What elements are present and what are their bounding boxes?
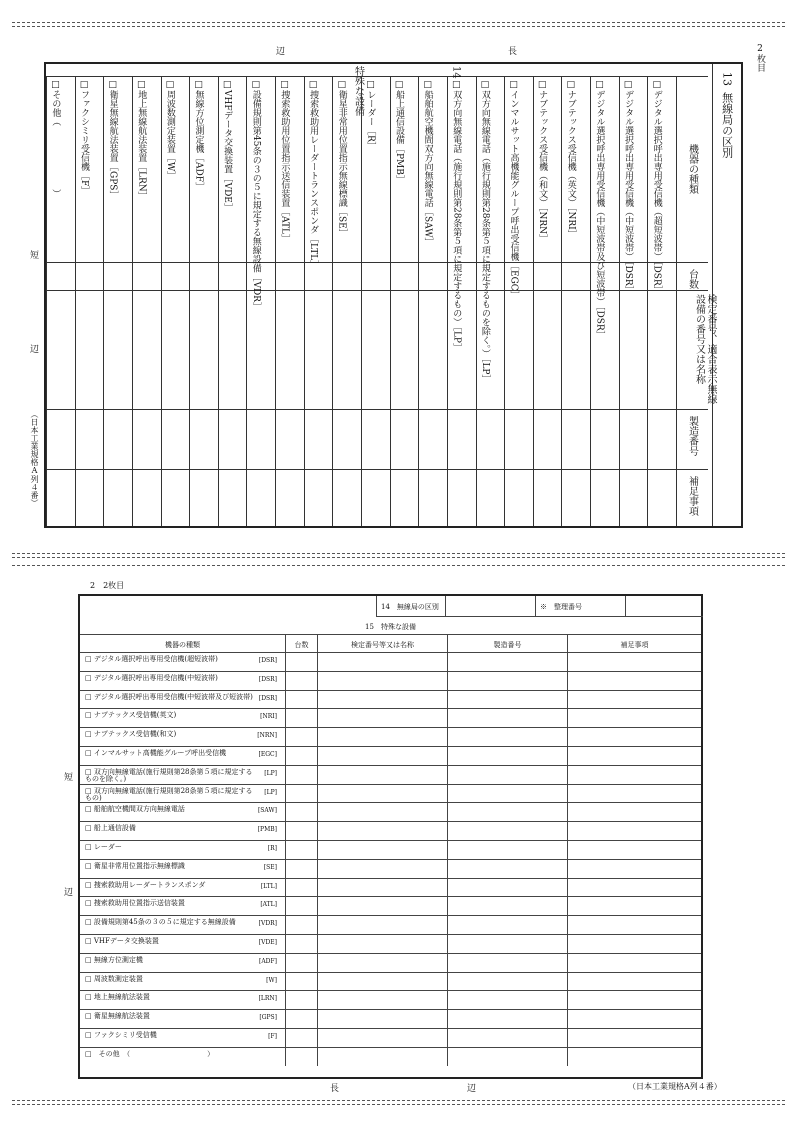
table-row (80, 972, 701, 991)
equipment-code: [DSR] (258, 694, 277, 702)
upper-item-name: 周波数測定装置 (164, 90, 175, 153)
equipment-code: [NRN] (257, 732, 277, 740)
cert-field[interactable] (317, 691, 447, 709)
cert-field[interactable] (317, 728, 447, 746)
divider-mid-3 (12, 565, 785, 566)
upper-col-divider (132, 76, 133, 526)
table-row (80, 878, 701, 897)
equipment-name[interactable]: □ デジタル選択呼出専用受信機(超短波帯) (85, 655, 218, 663)
serial-field[interactable] (447, 991, 567, 1009)
serial-field[interactable] (447, 803, 567, 821)
upper-col-divider (218, 76, 219, 526)
edge-label-edge-lower: 辺 (64, 888, 74, 898)
upper-item-name: 衛星無線航法装置 (107, 90, 118, 162)
upper-col-divider (561, 76, 562, 526)
equipment-code: [ADF] (259, 957, 277, 965)
equipment-name[interactable]: □ VHFデータ交換装置 (85, 937, 159, 945)
equipment-name[interactable]: □ 双方向無線電話(施行規則第28条第５項に規定するものを除く。) (85, 767, 253, 784)
cert-field[interactable] (317, 897, 447, 915)
upper-item-code: ［DSR］ (623, 261, 634, 295)
upper-item-name: 無線方位測定機 (193, 90, 204, 153)
upper-item-name: デジタル選択呼出専用受信機 (651, 90, 662, 207)
notes-field[interactable] (567, 822, 701, 840)
equipment-name[interactable]: □ デジタル選択呼出専用受信機(中短波帯) (85, 673, 218, 682)
notes-field[interactable] (567, 709, 701, 727)
notes-field[interactable] (567, 916, 701, 934)
edge-label-edge-lower-2: 辺 (467, 1084, 477, 1094)
equipment-name[interactable]: □ 衛星無線航法装置 (85, 1012, 150, 1021)
table-row (80, 690, 701, 709)
cert-field[interactable] (317, 860, 447, 878)
upper-col-divider (189, 76, 190, 526)
upper-item[interactable]: □デジタル選択呼出専用受信機（超短波帯）［DSR］ (651, 80, 662, 295)
serial-field[interactable] (447, 860, 567, 878)
divider-bottom (12, 1100, 785, 1101)
equipment-code: [NRI] (260, 713, 277, 721)
equipment-code: [VDR] (258, 920, 277, 928)
upper-item-name: ファクシミリ受信機 (78, 90, 89, 171)
equipment-name[interactable]: □ 船舶航空機間双方向無線電話 (85, 805, 185, 814)
upper-item-sub: （超短波帯） (651, 207, 662, 261)
lower-col-serial: 製造番号 (493, 641, 522, 649)
count-field[interactable] (285, 691, 317, 709)
equipment-code: [SE] (263, 863, 277, 871)
standard-label-lower: （日本工業規格A列４番） (628, 1082, 722, 1091)
serial-field[interactable] (447, 747, 567, 765)
upper-item-name: デジタル選択呼出専用受信機 (594, 90, 605, 207)
table-row (80, 671, 701, 690)
equipment-code: [LTL] (260, 882, 277, 890)
equipment-code: [EGC] (258, 751, 277, 758)
upper-item-code: ［VDR］ (250, 272, 261, 311)
cert-field[interactable] (317, 1048, 447, 1066)
serial-field[interactable] (447, 897, 567, 915)
upper-col-cert: 検定番号、適合表示無線設備の番号又は名称 (693, 294, 716, 404)
upper-item-name: 双方向無線電話 (451, 90, 462, 153)
edge-label-short: 短 (30, 251, 40, 261)
table-row (80, 821, 701, 840)
header-strip (376, 596, 703, 617)
serial-field[interactable] (447, 653, 567, 671)
cert-field[interactable] (317, 709, 447, 727)
station-class-field[interactable] (445, 596, 536, 616)
reg-number-label: ※ 整理番号 (540, 603, 582, 611)
cert-field[interactable] (317, 672, 447, 690)
upper-item-name: ナブテックス受信機（和文） (537, 90, 548, 207)
upper-item-code: ［LP］ (451, 326, 462, 352)
upper-item[interactable]: □設備規則第45条の３の５に規定する無線設備［VDR］ (250, 80, 261, 311)
upper-col-divider (332, 76, 333, 526)
upper-item-name: 双方向無線電話 (479, 90, 490, 153)
count-field[interactable] (285, 1010, 317, 1028)
edge-label-edge-2: 辺 (30, 345, 40, 355)
serial-field[interactable] (447, 691, 567, 709)
equipment-name[interactable]: □ 捜索救助用レーダートランスポンダ (85, 880, 206, 889)
upper-item-code: ［VDE］ (222, 173, 233, 212)
upper-col-divider (504, 76, 505, 526)
lower-col-type: 機器の種類 (165, 641, 200, 649)
equipment-code: [LP] (264, 788, 277, 796)
upper-item-name: 地上無線航法装置 (136, 90, 147, 162)
serial-field[interactable] (447, 973, 567, 991)
upper-item-code: ［ADF］ (193, 153, 204, 191)
upper-item-name: 捜索救助用位置指示送信装置 (279, 90, 290, 207)
equipment-code: [VDE] (258, 939, 277, 946)
upper-item[interactable]: □衛星無線航法装置［GPS］ (107, 80, 118, 200)
section-title-lower: 15 特殊な設備 (365, 623, 416, 631)
reg-number-field[interactable] (625, 596, 703, 616)
lower-col-count: 台数 (294, 641, 309, 649)
serial-field[interactable] (447, 1010, 567, 1028)
equipment-name[interactable]: □ 船上通信設備 (85, 824, 136, 833)
upper-col-divider (533, 76, 534, 526)
upper-item[interactable]: □地上無線航法装置［LRN］ (136, 80, 147, 201)
count-field[interactable] (285, 822, 317, 840)
cert-field[interactable] (317, 803, 447, 821)
count-field[interactable] (285, 841, 317, 859)
upper-item-sub: （施行規則第28条第５項に規定するものを除く。） (479, 153, 490, 358)
cert-field[interactable] (317, 991, 447, 1009)
cert-field[interactable] (317, 766, 447, 784)
notes-field[interactable] (567, 1010, 701, 1028)
table-row (80, 746, 701, 765)
count-field[interactable] (285, 954, 317, 972)
divider-mid-2 (12, 557, 785, 558)
count-field[interactable] (285, 860, 317, 878)
cert-field[interactable] (317, 973, 447, 991)
count-field[interactable] (285, 897, 317, 915)
table-row (80, 784, 701, 803)
upper-col-divider (647, 76, 648, 526)
upper-col-divider (304, 76, 305, 526)
equipment-code: [F] (268, 1033, 277, 1040)
table-row (80, 652, 701, 671)
count-field[interactable] (285, 1029, 317, 1047)
upper-col-notes: 補足事項 (686, 476, 698, 516)
notes-field[interactable] (567, 1029, 701, 1047)
upper-item-sub: （施行規則第28条第５項に規定するもの） (451, 153, 462, 327)
equipment-name[interactable]: □ その他 （ ） (85, 1049, 215, 1058)
serial-field[interactable] (447, 672, 567, 690)
notes-field[interactable] (567, 728, 701, 746)
table-row (80, 727, 701, 746)
station-class-label: 無線局の区別 (720, 92, 734, 158)
upper-item-name: VHFデータ交換装置 (222, 90, 233, 174)
edge-label-short-lower: 短 (64, 773, 74, 783)
equipment-name[interactable]: □ 捜索救助用位置指示送信装置 (85, 899, 185, 908)
serial-field[interactable] (447, 766, 567, 784)
count-field[interactable] (285, 879, 317, 897)
page-label-lower: 2 2枚目 (90, 581, 125, 590)
station-class-lower: 14 無線局の区別 (381, 603, 439, 611)
cert-field[interactable] (317, 841, 447, 859)
upper-item-code: ［DSR］ (651, 261, 662, 295)
count-field[interactable] (285, 709, 317, 727)
table-row (80, 934, 701, 953)
upper-item-name: 捜索救助用レーダートランスポンダ (308, 90, 319, 234)
cert-field[interactable] (317, 1010, 447, 1028)
equipment-name[interactable]: □ 無線方位測定機 (85, 955, 143, 964)
upper-item-code: ［NRN］ (537, 207, 548, 244)
table-row (80, 802, 701, 821)
table-row (80, 953, 701, 972)
count-field[interactable] (285, 991, 317, 1009)
upper-item-code: ［ATL］ (279, 207, 290, 243)
upper-col-divider (361, 76, 362, 526)
upper-item[interactable]: □インマルサット高機能グループ呼出受信機［EGC］ (508, 80, 519, 300)
section-14-label: 特殊な設備 (352, 66, 364, 116)
table-row (80, 1009, 701, 1028)
cert-field[interactable] (317, 916, 447, 934)
notes-field[interactable] (567, 973, 701, 991)
upper-item-code: ［EGC］ (508, 261, 519, 300)
standard-label-upper: （日本工業規格A列４番） (30, 410, 39, 507)
equipment-code: [SAW] (257, 807, 277, 815)
notes-field[interactable] (567, 691, 701, 709)
serial-field[interactable] (447, 1048, 567, 1066)
table-row (80, 1047, 701, 1066)
upper-item[interactable]: □レーダー［R］ (365, 80, 376, 151)
equipment-code: [PMB] (257, 826, 277, 834)
serial-field[interactable] (447, 954, 567, 972)
notes-field[interactable] (567, 897, 701, 915)
lower-col-cert: 検定番号等又は名称 (351, 641, 414, 649)
count-field[interactable] (285, 803, 317, 821)
upper-item-code: ［DSR］ (594, 306, 605, 340)
equipment-code: [DSR] (258, 675, 277, 683)
upper-item-code: ［F］ (78, 171, 89, 196)
upper-item[interactable]: □ファクシミリ受信機［F］ (78, 80, 89, 196)
upper-item-name: その他 (50, 90, 61, 117)
divider-bottom-2 (12, 1104, 785, 1105)
upper-item-name: 設備規則第45条の３の５に規定する無線設備 (250, 90, 261, 273)
notes-field[interactable] (567, 954, 701, 972)
upper-form (44, 62, 743, 528)
upper-item-code: ［LRN］ (136, 162, 147, 201)
cert-field[interactable] (317, 785, 447, 803)
equipment-code: [GPS] (259, 1014, 277, 1022)
upper-item[interactable]: □双方向無線電話（施行規則第28条第５項に規定するもの）［LP］ (451, 80, 462, 352)
count-field[interactable] (285, 672, 317, 690)
upper-item-name: 船上通信設備 (393, 90, 404, 144)
count-field[interactable] (285, 766, 317, 784)
notes-field[interactable] (567, 672, 701, 690)
upper-item[interactable]: □周波数測定装置［W］ (164, 80, 175, 181)
table-header-row (80, 634, 701, 652)
upper-item-name: インマルサット高機能グループ呼出受信機 (508, 90, 519, 261)
equipment-name[interactable]: □ ナブテックス受信機(和文) (85, 730, 177, 739)
upper-item[interactable]: □その他（ ） (50, 80, 61, 198)
upper-col-divider (390, 76, 391, 526)
table-row (80, 859, 701, 878)
cert-field[interactable] (317, 747, 447, 765)
count-field[interactable] (285, 653, 317, 671)
edge-label-long: 長 (508, 47, 518, 57)
upper-col-divider (103, 76, 104, 526)
count-field[interactable] (285, 785, 317, 803)
notes-field[interactable] (567, 1048, 701, 1066)
divider-mid (12, 553, 785, 554)
cert-field[interactable] (317, 879, 447, 897)
equipment-name[interactable]: □ レーダー (85, 843, 122, 851)
equipment-code: [DSR] (258, 657, 277, 664)
equipment-name[interactable]: □ 双方向無線電話(施行規則第28条第５項に規定するもの) (85, 786, 253, 802)
cert-field[interactable] (317, 653, 447, 671)
serial-field[interactable] (447, 879, 567, 897)
table-row (80, 915, 701, 934)
equipment-name[interactable]: □ 設備規則第45条の３の５に規定する無線設備 (85, 918, 236, 927)
upper-item[interactable]: □双方向無線電話（施行規則第28条第５項に規定するものを除く。）［LP］ (479, 80, 490, 384)
equipment-name[interactable]: □ インマルサット高機能グループ呼出受信機 (85, 749, 227, 757)
upper-col-divider (476, 76, 477, 526)
upper-item-code: ［LP］ (479, 357, 490, 384)
upper-item-code: ［SAW］ (422, 207, 433, 247)
upper-item[interactable]: □船上通信設備［PMB］ (393, 80, 404, 184)
serial-field[interactable] (447, 1029, 567, 1047)
notes-field[interactable] (567, 766, 701, 784)
upper-col-divider (161, 76, 162, 526)
upper-item-name: 船舶航空機間双方向無線電話 (422, 90, 433, 207)
serial-field[interactable] (447, 916, 567, 934)
upper-col-type: 機器の種類 (686, 144, 698, 194)
upper-col-divider (46, 76, 47, 526)
upper-col-divider (590, 76, 591, 526)
count-field[interactable] (285, 935, 317, 953)
upper-item[interactable]: □デジタル選択呼出専用受信機（中短波帯及び短波帯）［DSR］ (594, 80, 605, 340)
upper-item[interactable]: □船舶航空機間双方向無線電話［SAW］ (422, 80, 433, 247)
lower-col-notes: 補足事項 (620, 641, 649, 649)
table-row (80, 840, 701, 859)
notes-field[interactable] (567, 747, 701, 765)
notes-field[interactable] (567, 803, 701, 821)
notes-field[interactable] (567, 879, 701, 897)
upper-item-sub: （ ） (50, 117, 61, 198)
equipment-code: [R] (267, 845, 277, 852)
upper-item-code: ［LTL］ (308, 234, 319, 270)
notes-field[interactable] (567, 653, 701, 671)
equipment-name[interactable]: □ 衛星非常用位置指示無線標識 (85, 861, 185, 870)
cert-field[interactable] (317, 822, 447, 840)
upper-col-divider (418, 76, 419, 526)
table-row (80, 708, 701, 727)
upper-item-code: ［PMB］ (393, 144, 404, 184)
upper-item[interactable]: □無線方位測定機［ADF］ (193, 80, 204, 191)
upper-item-code: ［R］ (365, 126, 376, 151)
count-field[interactable] (285, 747, 317, 765)
upper-item-code: ［W］ (164, 153, 175, 181)
upper-item[interactable]: □VHFデータ交換装置［VDE］ (222, 80, 233, 212)
equipment-code: [W] (266, 976, 277, 984)
upper-item-name: デジタル選択呼出専用受信機 (623, 90, 634, 207)
equipment-name[interactable]: □ ファクシミリ受信機 (85, 1031, 157, 1039)
upper-item[interactable]: □デジタル選択呼出専用受信機（中短波帯）［DSR］ (623, 80, 634, 295)
table-row (80, 896, 701, 915)
count-field[interactable] (285, 916, 317, 934)
equipment-name[interactable]: □ デジタル選択呼出専用受信機(中短波帯及び短波帯) (85, 692, 253, 701)
divider-top-2 (12, 26, 785, 27)
equipment-code: [LRN] (258, 995, 277, 1003)
upper-item[interactable]: □ナブテックス受信機（英文）［NRI］ (565, 80, 576, 239)
upper-item-sub: （中短波帯及び短波帯） (594, 207, 605, 306)
section-13-number: 13 (720, 72, 734, 86)
notes-field[interactable] (567, 860, 701, 878)
serial-field[interactable] (447, 935, 567, 953)
edge-label-edge: 辺 (276, 47, 286, 57)
cert-field[interactable] (317, 954, 447, 972)
notes-field[interactable] (567, 841, 701, 859)
upper-item[interactable]: □衛星非常用位置指示無線標識［SE］ (336, 80, 347, 238)
upper-item[interactable]: □捜索救助用レーダートランスポンダ［LTL］ (308, 80, 319, 270)
page-label-upper: 2枚目 (755, 44, 765, 72)
upper-item-sub: （中短波帯） (623, 207, 634, 261)
table-row (80, 765, 701, 784)
upper-col-divider (447, 76, 448, 526)
notes-field[interactable] (567, 991, 701, 1009)
cert-field[interactable] (317, 935, 447, 953)
upper-col-divider (619, 76, 620, 526)
upper-item-code: ［NRI］ (565, 207, 576, 239)
notes-field[interactable] (567, 935, 701, 953)
divider-top (12, 22, 785, 23)
upper-item[interactable]: □ナブテックス受信機（和文）［NRN］ (537, 80, 548, 244)
serial-field[interactable] (447, 785, 567, 803)
upper-col-divider (246, 76, 247, 526)
lower-form (78, 594, 703, 1079)
serial-field[interactable] (447, 822, 567, 840)
upper-col-divider (75, 76, 76, 526)
serial-field[interactable] (447, 709, 567, 727)
upper-col-divider (275, 76, 276, 526)
upper-item-code: ［GPS］ (107, 162, 118, 200)
count-field[interactable] (285, 1048, 317, 1066)
equipment-code: [LP] (264, 769, 277, 777)
count-field[interactable] (285, 973, 317, 991)
upper-item-name: 衛星非常用位置指示無線標識 (336, 90, 347, 207)
serial-field[interactable] (447, 841, 567, 859)
serial-field[interactable] (447, 728, 567, 746)
notes-field[interactable] (567, 785, 701, 803)
cert-field[interactable] (317, 1029, 447, 1047)
equipment-name[interactable]: □ 地上無線航法装置 (85, 993, 150, 1002)
upper-item-name: レーダー (365, 90, 376, 126)
upper-item[interactable]: □捜索救助用位置指示送信装置［ATL］ (279, 80, 290, 243)
table-row (80, 990, 701, 1009)
table-row (80, 1028, 701, 1047)
equipment-code: [ATL] (260, 901, 277, 909)
equipment-name[interactable]: □ 周波数測定装置 (85, 974, 143, 983)
count-field[interactable] (285, 728, 317, 746)
edge-label-long-lower: 長 (330, 1084, 340, 1094)
equipment-name[interactable]: □ ナブテックス受信機(英文) (85, 711, 177, 720)
upper-item-name: ナブテックス受信機（英文） (565, 90, 576, 207)
upper-col-count: 台数 (686, 269, 698, 289)
section-14-number: 14 (450, 66, 462, 79)
upper-item-code: ［SE］ (336, 207, 347, 238)
upper-col-serial: 製造番号 (686, 416, 698, 456)
